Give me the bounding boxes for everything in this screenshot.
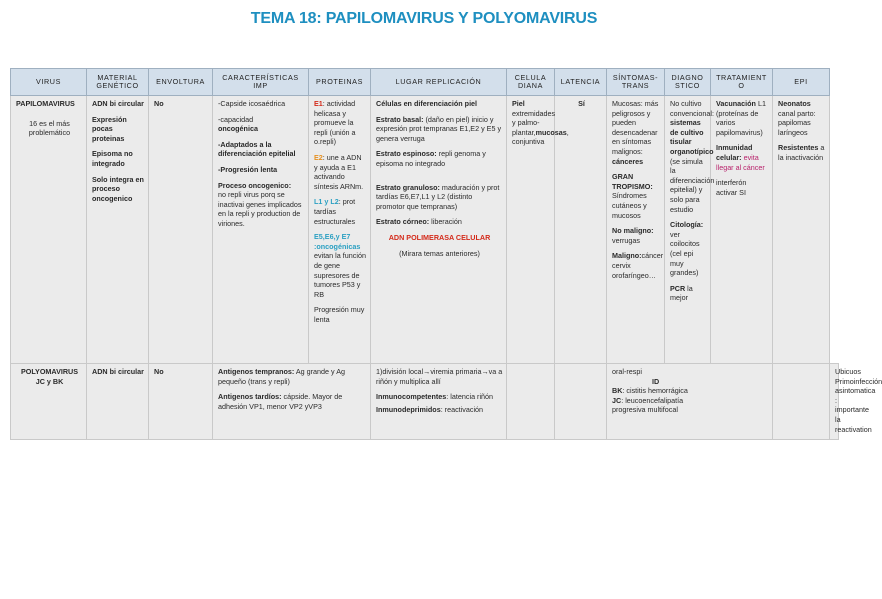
material-item: Episoma no integrado	[92, 149, 133, 168]
text-line: ID	[652, 376, 660, 386]
cell-epi	[773, 96, 830, 364]
cell-latencia: Sí	[555, 96, 607, 364]
header-material: MATERIAL GENÉTICO	[87, 69, 149, 96]
text-line: liberación	[429, 217, 462, 227]
text-line: Estrato granuloso:	[376, 182, 440, 192]
protein-label: L1 y L2	[314, 197, 339, 207]
virus-name: PAPILOMAVIRUS	[16, 99, 75, 108]
cell-celula	[507, 96, 569, 364]
cell-tratamiento	[773, 364, 830, 440]
text-line: Antigenos tardíos:	[218, 392, 282, 402]
text-line: Neonatos	[778, 99, 811, 108]
header-row	[11, 69, 839, 96]
protein-label: E5,E6,y E7 :oncogénicas	[314, 232, 361, 251]
text-line: cápside. Mayor de adhesión VP1, menor VP2 yVP3	[218, 392, 343, 411]
cell-virus: POLYOMAVIRUS JC y BK	[11, 364, 87, 440]
cell-material: ADN bi circular	[87, 364, 149, 440]
text-line: PCR	[670, 283, 686, 293]
header-virus: VIRUS	[11, 69, 87, 96]
cell-sintomas	[607, 364, 773, 440]
text-line: -Adaptados a la diferenciación epitelial	[218, 139, 296, 159]
header-sintomas: SÍNTOMAS-TRANS	[607, 69, 665, 96]
highlight-line: ADN POLIMERASA CELULAR	[388, 232, 491, 242]
text-line: : latencia riñón	[446, 392, 494, 402]
cell-latencia	[555, 364, 607, 440]
text-line: -capacidad	[218, 114, 254, 124]
material-item: ADN bi circular	[92, 99, 144, 108]
text-line: Células en diferenciación piel	[376, 99, 478, 108]
header-epi: EPI	[773, 69, 830, 96]
text-line: Maligno:	[612, 251, 642, 261]
text-line: cáncer cervix orofaríngeo…	[612, 251, 664, 280]
header-lugar: LUGAR REPLICACIÓN	[371, 69, 507, 96]
protein-label: E1	[314, 99, 323, 108]
cell-envoltura: No	[149, 364, 213, 440]
text-line: repli genoma y episoma no integrado	[376, 149, 486, 168]
text-line: : leucoencefalipatía progresiva multifocal	[612, 395, 684, 415]
text-line: canal parto: papilomas laríngeos	[778, 108, 816, 137]
table-row-polyomavirus	[11, 364, 839, 440]
cell-celula	[507, 364, 555, 440]
text-line: (daño en piel) inicio y expresión prot tempranas E1,E2 y E5 y genera verruga	[376, 114, 502, 143]
text-line: Estrato basal:	[376, 114, 424, 124]
cell-tratamiento	[711, 96, 773, 364]
text-line: Proceso oncogenico:	[218, 180, 292, 190]
protein-text: : une a ADN y ayuda a E1 activando síntesis ARNm.	[314, 152, 364, 191]
text-line: , conjuntiva	[512, 127, 569, 147]
text-line: Antigenos tempranos:	[218, 367, 295, 376]
protein-text: Progresión muy lenta	[314, 305, 365, 324]
text-line: Mucosas: más peligrosos y pueden desencadenar en síntomas malignos:	[612, 99, 659, 156]
text-line: -Progresión lenta	[218, 164, 278, 174]
protein-text: : actividad helicasa y promueve la repli (unión a o.repli)	[314, 99, 356, 147]
protein-text: : prot tardías estructurales	[314, 197, 356, 226]
header-envoltura: ENVOLTURA	[149, 69, 213, 96]
virus-note: 16 es el más problemático	[28, 118, 71, 138]
header-celula: CELULA DIANA	[507, 69, 555, 96]
text-line: maduración y prot tardías E6,E7,L1 y L2 (distinto promotor que tempranas)	[376, 182, 500, 211]
virus-table	[10, 68, 882, 440]
text-line: Vacunación	[716, 99, 756, 108]
text-line: Ag grande y Ag pequeño (trans y repli)	[218, 367, 346, 386]
cell-envoltura: No	[149, 96, 213, 364]
text-line: BK	[612, 386, 623, 396]
text-line: cánceres	[612, 156, 644, 166]
text-line: Síndromes cutáneos y mucosos	[612, 191, 647, 220]
header-tratamiento: TRATAMIENT O	[711, 69, 773, 96]
text-line: (Mirara temas anteriores)	[399, 248, 480, 258]
page-title: TEMA 18: PAPILOMAVIRUS Y POLYOMAVIRUS	[250, 10, 598, 27]
text-line: Estrato espinoso:	[376, 149, 437, 159]
text-line: Inmunidad celular:	[716, 143, 753, 162]
material-item: Expresión pocas proteinas	[92, 114, 127, 143]
cell-epi: Ubicuos Primoinfección asintomatica : importante la reactivation	[830, 364, 839, 440]
text-line: ver coilocitos (cel epi muy grandes)	[670, 229, 700, 278]
cell-sintomas	[607, 96, 665, 364]
text-line: No cultivo convencional:	[670, 99, 714, 118]
text-line: Citología:	[670, 220, 704, 230]
text-line: : reactivación	[440, 404, 484, 414]
text-line: (se simula la diferenciación epitelial) y solo para estudio	[670, 156, 715, 214]
cell-proteinas	[309, 96, 371, 364]
text-line: 1)división local→viremia primaria→va a riñón y multiplica allí	[376, 367, 503, 386]
text-line: interferón activar SI	[716, 178, 747, 197]
cell-lugar	[371, 96, 507, 364]
cell-material	[87, 96, 149, 364]
text-line: a la inactivación	[778, 143, 825, 162]
text-line: oral-respi	[612, 367, 642, 376]
text-line: JC	[612, 395, 622, 405]
text-line: Piel	[512, 99, 525, 108]
text-line: Inmunodeprimidos	[376, 404, 441, 414]
protein-label: E2	[314, 152, 323, 162]
text-line: extremidades y palmo-plantar,	[512, 108, 556, 137]
header-latencia: LATENCIA	[555, 69, 607, 96]
text-line: : cistitis hemorrágica	[622, 386, 688, 396]
text-line: L1 (proteínas de varios papilomavirus)	[716, 99, 766, 137]
text-line: Estrato córneo:	[376, 217, 430, 227]
text-line: la mejor	[670, 283, 693, 303]
text-line: evita llegar al cáncer	[716, 152, 765, 172]
table-row-papilomavirus	[11, 96, 839, 364]
protein-text: evitan la función de gene supresores de tumores P53 y RB	[314, 251, 366, 299]
material-item: Solo integra en proceso oncogenico	[92, 174, 144, 203]
text-line: Inmunocompetentes	[376, 392, 447, 402]
text-line: No maligno:	[612, 226, 654, 236]
header-proteinas: PROTEINAS	[309, 69, 371, 96]
cell-caracteristicas	[213, 364, 371, 440]
text-line: mucosas	[535, 127, 567, 137]
cell-lugar	[371, 364, 507, 440]
cell-diagnostico	[665, 96, 715, 364]
text-line: no repli virus porq se inactivai genes implicados en la repli y production de viriones.	[218, 190, 302, 228]
text-line: oncogénica	[218, 124, 258, 134]
text-line: GRAN TROPISMO:	[612, 172, 653, 191]
text-line: verrugas	[612, 235, 640, 245]
text-line: sistemas de cultivo tisular organotípico	[670, 118, 714, 156]
header-diagnostico: DIAGNO STICO	[665, 69, 711, 96]
cell-virus	[11, 96, 87, 364]
text-line: Resistentes	[778, 143, 819, 153]
header-caracteristicas: CARACTERÍSTICAS IMP	[213, 69, 309, 96]
text-line: -Capside icosaédrica	[218, 99, 286, 108]
cell-caracteristicas	[213, 96, 309, 364]
